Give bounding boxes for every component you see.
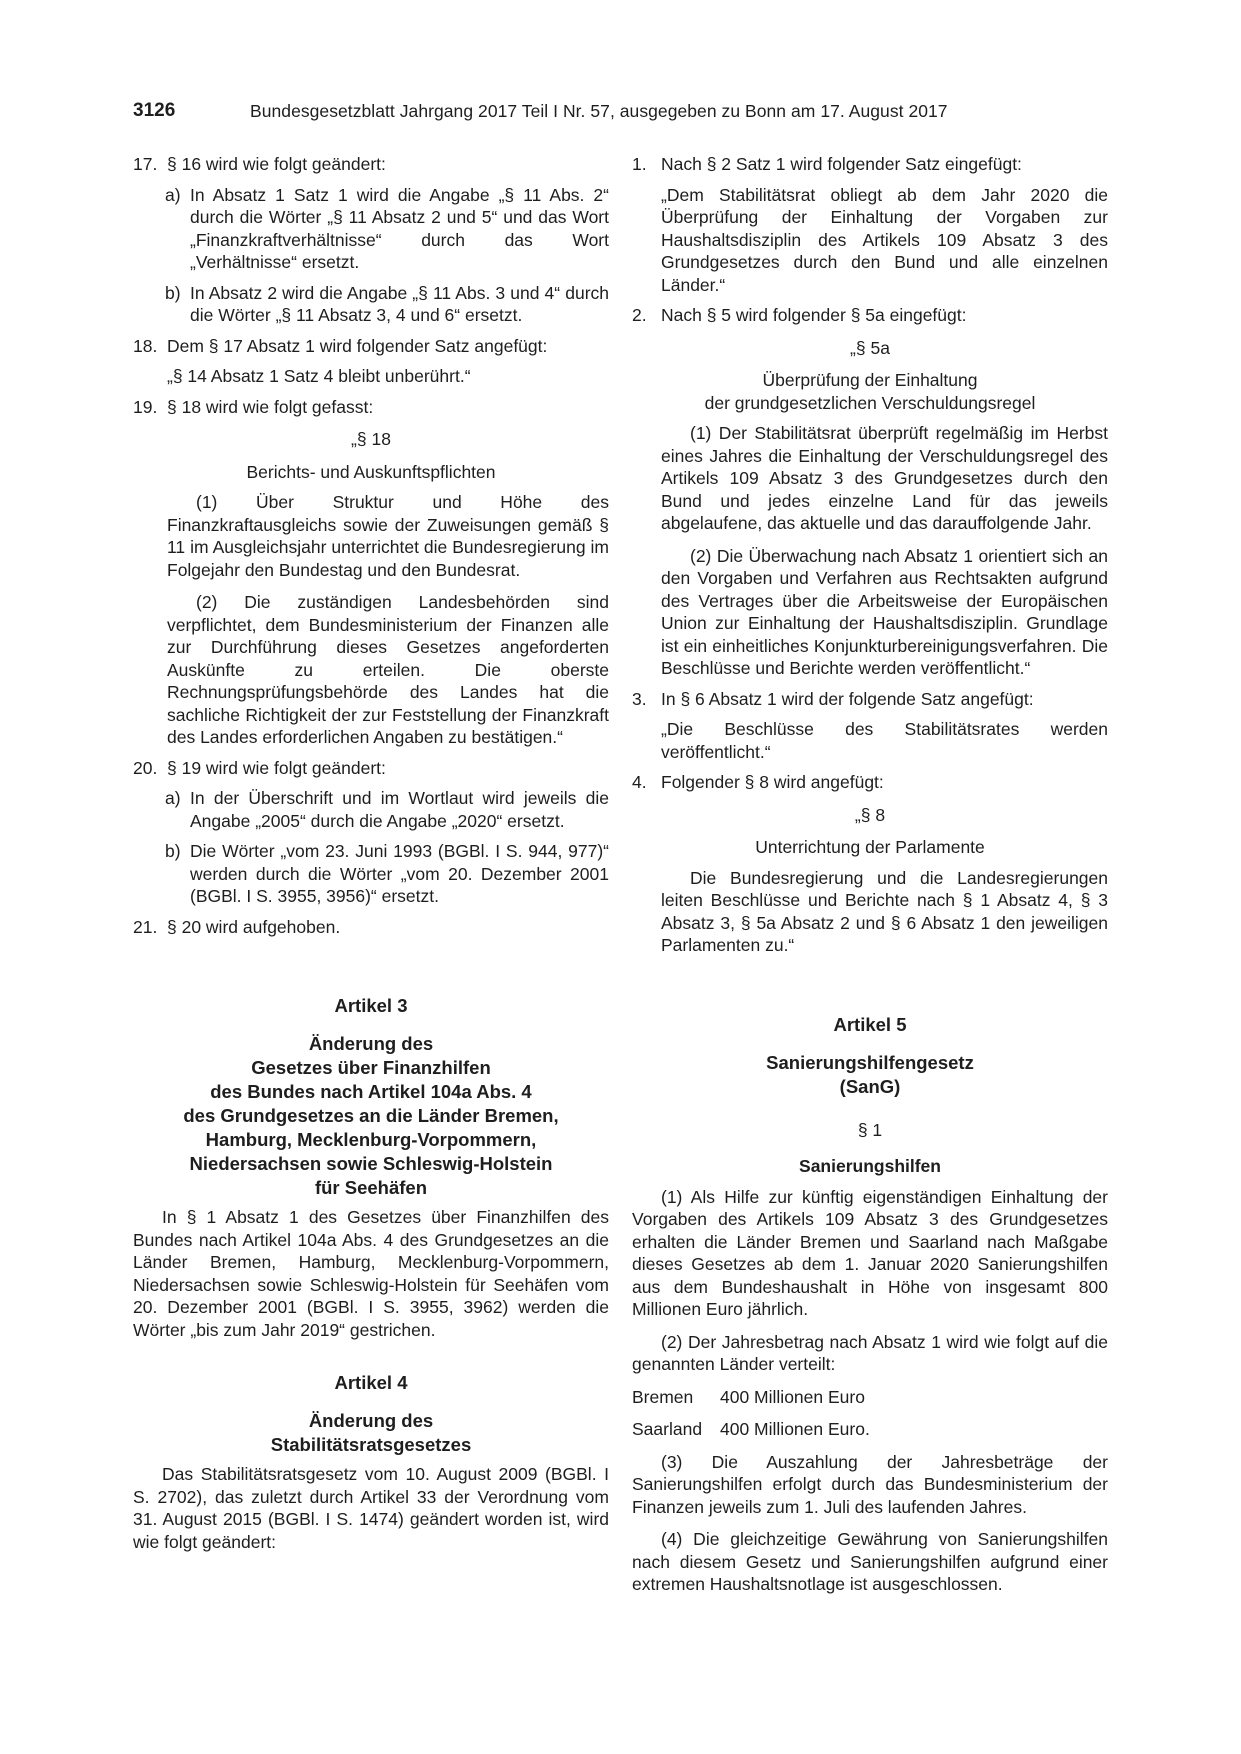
section-label: „§ 5a	[850, 337, 890, 358]
paragraph: (1) Als Hilfe zur künftig eigenständigen Einhaltung der Vorgaben des Artikels 109 Absatz 3 des Grundgesetzes erhalten die Länder Bremen und Saarland nach Maßgabe dieses Gesetzes ab dem 1. Januar 2020 Sanierungshilfen aus dem Bundeshaushalt in Höhe von insgesamt 800 Millionen Euro jährlich.	[632, 1186, 1108, 1319]
list-item-20	[133, 757, 609, 780]
article-label: Artikel 4	[334, 1372, 408, 1393]
title-line: des Bundes nach Artikel 104a Abs. 4	[210, 1081, 532, 1102]
left-column	[133, 153, 609, 1553]
quoted-sentence: „Dem Stabilitätsrat obliegt ab dem Jahr 2020 die Überprüfung der Einhaltung der Vorgaben zur Haushaltsdisziplin des Artikels 109 Absatz 3 des Grundgesetzes durch den Bund und alle einzelnen Länder.“	[661, 184, 1108, 295]
section-title: Unterrichtung der Parlamente	[755, 837, 985, 857]
item-text: § 16 wird wie folgt geändert:	[167, 154, 386, 174]
article-label: Artikel 3	[334, 995, 408, 1016]
list-item-17	[133, 153, 609, 176]
item-text: § 18 wird wie folgt gefasst:	[167, 396, 374, 417]
quoted-sentence: „Die Beschlüsse des Stabilitätsrates werden veröffentlicht.“	[661, 719, 1108, 762]
section-body	[632, 867, 1108, 957]
item-text: Dem § 17 Absatz 1 wird folgender Satz angefügt:	[167, 335, 548, 356]
item-number: 20.	[133, 757, 158, 778]
sub-item-text: In Absatz 2 wird die Angabe „§ 11 Abs. 3 und 4“ durch die Wörter „§ 11 Absatz 3, 4 und 6“ ersetzt.	[190, 282, 609, 325]
sub-item-letter: b)	[165, 841, 181, 861]
section-label: „§ 8	[854, 804, 886, 825]
land-name: Saarland	[632, 1419, 703, 1439]
section-body	[133, 491, 609, 749]
item-text: Folgender § 8 wird angefügt:	[661, 772, 884, 792]
paragraph: Die Bundesregierung und die Landesregierungen leiten Beschlüsse und Berichte nach § 1 Absatz 4, § 3 Absatz 3, § 5a Absatz 2 und § 6 Absatz 1 den jeweiligen Parlamenten zu.“	[661, 867, 1108, 955]
list-item-19	[133, 396, 609, 419]
sub-item-17b	[133, 282, 609, 327]
paragraph: (4) Die gleichzeitige Gewährung von Sanierungshilfen nach diesem Gesetz und Sanierungshilfen aufgrund einer extremen Haushaltsnotlage ist ausgeschlossen.	[632, 1529, 1108, 1594]
sub-item-text: Die Wörter „vom 23. Juni 1993 (BGBl. I S. 944, 977)“ werden durch die Wörter „vom 20. Dezember 2001 (BGBl. I S. 3955, 3956)“ ersetzt.	[190, 841, 609, 906]
article-title	[133, 1032, 609, 1200]
allocation-row-bremen	[632, 1386, 1108, 1409]
item-number: 17.	[133, 154, 158, 174]
item-number: 19.	[133, 396, 158, 417]
sub-item-20b	[133, 840, 609, 908]
item-text: In § 6 Absatz 1 wird der folgende Satz angefügt:	[661, 688, 1034, 709]
item-number: 3.	[632, 688, 647, 709]
title-line: Änderung des	[308, 1033, 434, 1054]
item-text: § 20 wird aufgehoben.	[167, 916, 341, 937]
paragraph: (1) Über Struktur und Höhe des Finanzkraftausgleichs sowie der Zuweisungen gemäß § 11 im Ausgleichsjahr unterrichtet die Bundesregierung im Folgejahr den Bundestag und den Bundesrat.	[167, 492, 609, 580]
sub-item-letter: a)	[165, 184, 181, 205]
article-title	[632, 1051, 1108, 1099]
land-name: Bremen	[632, 1386, 694, 1407]
list-item-3	[632, 688, 1108, 711]
item-text: Nach § 5 wird folgender § 5a eingefügt:	[661, 305, 967, 325]
section-title: Berichts- und Auskunftspflichten	[246, 461, 496, 482]
land-amount: 400 Millionen Euro.	[720, 1419, 870, 1439]
list-item-2	[632, 304, 1108, 327]
item-number: 18.	[133, 335, 158, 356]
item-number: 21.	[133, 916, 158, 937]
article-label: Artikel 5	[833, 1013, 907, 1035]
list-item-18	[133, 335, 609, 358]
page-number: 3126	[133, 100, 176, 121]
sub-item-text: In der Überschrift und im Wortlaut wird jeweils die Angabe „2005“ durch die Angabe „2020“ ersetzt.	[190, 788, 609, 831]
paragraph: (2) Der Jahresbetrag nach Absatz 1 wird wie folgt auf die genannten Länder verteilt:	[632, 1331, 1108, 1374]
title-line: für Seehäfen	[314, 1177, 428, 1198]
land-amount: 400 Millionen Euro	[720, 1386, 865, 1407]
title-line: Stabilitätsratsgesetzes	[270, 1434, 472, 1455]
running-title: Bundesgesetzblatt Jahrgang 2017 Teil I Nr. 57, ausgegeben zu Bonn am 17. August 2017	[250, 101, 948, 121]
item-number: 2.	[632, 305, 647, 325]
quoted-sentence: „§ 14 Absatz 1 Satz 4 bleibt unberührt.“	[167, 366, 471, 386]
paragraph: Das Stabilitätsratsgesetz vom 10. August 2009 (BGBl. I S. 2702), das zuletzt durch Artikel 33 der Verordnung vom 31. August 2015 (BGBl. I S. 1474) geändert worden ist, wird wie folgt geändert:	[133, 1464, 609, 1552]
title-line: Sanierungshilfengesetz	[766, 1051, 974, 1073]
list-item-1	[632, 153, 1108, 176]
sub-item-letter: b)	[165, 282, 181, 303]
sub-item-text: In Absatz 1 Satz 1 wird die Angabe „§ 11 Abs. 2“ durch die Wörter „§ 11 Absatz 2 und 5“ und das Wort „Finanzkraftverhältnisse“ durch das Wort „Verhältnisse“ ersetzt.	[190, 184, 609, 272]
paragraph: (2) Die zuständigen Landesbehörden sind verpflichtet, dem Bundesministerium der Finanzen alle zur Durchführung dieses Gesetzes angeforderten Auskünfte zu erteilen. Die oberste Rechnungsprüfungsbehörde des Landes hat die sachliche Richtigkeit der zur Feststellung der Finanzkraft des Landes erforderlichen Angaben zu bestätigen.“	[167, 592, 609, 747]
title-line: Änderung des	[308, 1410, 434, 1431]
title-line: Hamburg, Mecklenburg-Vorpommern,	[205, 1129, 537, 1150]
title-line: Überprüfung der Einhaltung	[762, 370, 978, 390]
list-item-21	[133, 916, 609, 939]
sub-item-20a	[133, 787, 609, 832]
section-label: „§ 18	[351, 429, 391, 449]
title-line: der grundgesetzlichen Verschuldungsregel	[704, 392, 1036, 413]
section-title	[632, 369, 1108, 414]
title-line: Gesetzes über Finanzhilfen	[251, 1057, 491, 1078]
title-line: Niedersachsen sowie Schleswig-Holstein	[189, 1153, 553, 1174]
page-header	[133, 100, 1108, 126]
item-number: 4.	[632, 772, 647, 792]
title-line: des Grundgesetzes an die Länder Bremen,	[183, 1105, 559, 1126]
sub-item-letter: a)	[165, 788, 181, 808]
paragraph: (3) Die Auszahlung der Jahresbeträge der Sanierungshilfen erfolgt durch das Bundesministerium der Finanzen jeweils zum 1. Juli des laufenden Jahres.	[632, 1451, 1108, 1517]
right-column	[632, 153, 1108, 1596]
section-title: Sanierungshilfen	[799, 1156, 941, 1176]
item-number: 1.	[632, 154, 647, 174]
paragraph: (1) Der Stabilitätsrat überprüft regelmäßig im Herbst eines Jahres die Einhaltung der Verschuldungsregel des Artikels 109 Absatz 3 des Grundgesetzes durch den Bund und jedes einzelne Land für das jeweils abgelaufene, das aktuelle und das darauffolgende Jahr.	[661, 423, 1108, 533]
title-line: (SanG)	[839, 1075, 901, 1097]
item-text: § 19 wird wie folgt geändert:	[167, 757, 386, 778]
paragraph: (2) Die Überwachung nach Absatz 1 orientiert sich an den Vorgaben und Verfahren aus Rechtsakten aufgrund des Vertrages über die Arbeitsweise der Europäischen Union zur Einhaltung der Haushaltsdisziplin. Grundlage ist ein einheitliches Konjunkturbereinigungsverfahren. Die Beschlüsse und Berichte werden veröffentlicht.“	[661, 545, 1108, 678]
article-title	[133, 1409, 609, 1457]
sub-item-17a	[133, 184, 609, 274]
section-body	[632, 422, 1108, 680]
section-label: § 1	[857, 1119, 883, 1140]
allocation-row-saarland	[632, 1418, 1108, 1441]
list-item-4	[632, 771, 1108, 794]
paragraph: In § 1 Absatz 1 des Gesetzes über Finanzhilfen des Bundes nach Artikel 104a Abs. 4 des Grundgesetzes an die Länder Bremen, Hamburg, Mecklenburg-Vorpommern, Niedersachsen sowie Schleswig-Holstein für Seehäfen vom 20. Dezember 2001 (BGBl. I S. 3955, 3962) werden die Wörter „bis zum Jahr 2019“ gestrichen.	[133, 1207, 609, 1340]
item-text: Nach § 2 Satz 1 wird folgender Satz eingefügt:	[661, 154, 1022, 174]
